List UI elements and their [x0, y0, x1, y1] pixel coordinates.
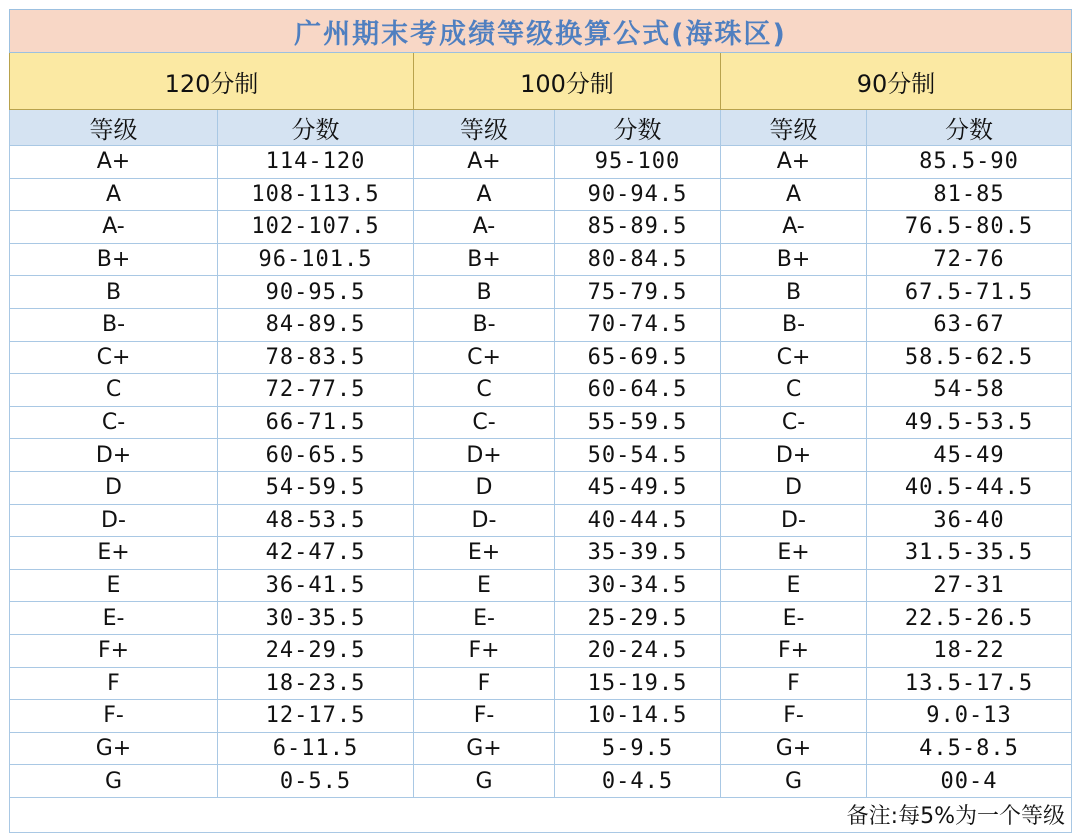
table-row [10, 341, 1072, 374]
score-90-cell: 13.5-17.5 [867, 667, 1072, 700]
note-row [10, 797, 1072, 832]
grade-cell: F [414, 667, 555, 700]
table-row [10, 700, 1072, 733]
score-120-cell: 108-113.5 [218, 178, 414, 211]
score-100-cell: 50-54.5 [555, 439, 721, 472]
score-120-cell: 66-71.5 [218, 406, 414, 439]
grade-cell: A+ [414, 146, 555, 179]
system-header-90: 90分制 [721, 53, 1072, 110]
grade-cell: F [721, 667, 867, 700]
grade-cell: C- [414, 406, 555, 439]
score-90-cell: 9.0-13 [867, 700, 1072, 733]
grade-cell: F- [414, 700, 555, 733]
column-header-score: 分数 [867, 110, 1072, 146]
table-row [10, 276, 1072, 309]
table-row [10, 471, 1072, 504]
grade-cell: A- [414, 211, 555, 244]
grade-cell: E+ [10, 537, 218, 570]
score-100-cell: 70-74.5 [555, 308, 721, 341]
grade-cell: D- [414, 504, 555, 537]
table-row [10, 374, 1072, 407]
score-120-cell: 0-5.5 [218, 765, 414, 798]
score-120-cell: 96-101.5 [218, 243, 414, 276]
score-90-cell: 27-31 [867, 569, 1072, 602]
score-120-cell: 84-89.5 [218, 308, 414, 341]
system-header-100: 100分制 [414, 53, 721, 110]
grade-cell: F+ [414, 634, 555, 667]
grade-cell: E- [721, 602, 867, 635]
table-row [10, 732, 1072, 765]
grade-cell: C- [10, 406, 218, 439]
score-120-cell: 12-17.5 [218, 700, 414, 733]
table-row [10, 211, 1072, 244]
grade-cell: F+ [10, 634, 218, 667]
score-90-cell: 4.5-8.5 [867, 732, 1072, 765]
table-row [10, 146, 1072, 179]
grade-cell: D+ [10, 439, 218, 472]
score-100-cell: 80-84.5 [555, 243, 721, 276]
table-row [10, 537, 1072, 570]
page-title: 广州期末考成绩等级换算公式(海珠区) [10, 10, 1072, 53]
table-row [10, 667, 1072, 700]
grade-cell: D [414, 471, 555, 504]
score-120-cell: 72-77.5 [218, 374, 414, 407]
grade-cell: D [10, 471, 218, 504]
score-120-cell: 114-120 [218, 146, 414, 179]
score-120-cell: 102-107.5 [218, 211, 414, 244]
score-100-cell: 35-39.5 [555, 537, 721, 570]
score-100-cell: 25-29.5 [555, 602, 721, 635]
score-100-cell: 85-89.5 [555, 211, 721, 244]
column-header-score: 分数 [555, 110, 721, 146]
score-100-cell: 15-19.5 [555, 667, 721, 700]
score-90-cell: 45-49 [867, 439, 1072, 472]
grade-cell: E+ [721, 537, 867, 570]
grade-cell: B- [10, 308, 218, 341]
score-90-cell: 58.5-62.5 [867, 341, 1072, 374]
score-90-cell: 72-76 [867, 243, 1072, 276]
grade-cell: A+ [721, 146, 867, 179]
grade-cell: C+ [721, 341, 867, 374]
column-header-grade: 等级 [721, 110, 867, 146]
grade-cell: C+ [414, 341, 555, 374]
table-row [10, 243, 1072, 276]
score-120-cell: 24-29.5 [218, 634, 414, 667]
grade-cell: E [10, 569, 218, 602]
grade-cell: G [10, 765, 218, 798]
table-row [10, 406, 1072, 439]
grade-cell: E [721, 569, 867, 602]
grade-cell: E- [10, 602, 218, 635]
grade-cell: F+ [721, 634, 867, 667]
grade-cell: G [414, 765, 555, 798]
table-row [10, 504, 1072, 537]
system-header-120: 120分制 [10, 53, 414, 110]
grade-cell: A+ [10, 146, 218, 179]
score-120-cell: 30-35.5 [218, 602, 414, 635]
score-100-cell: 5-9.5 [555, 732, 721, 765]
score-90-cell: 85.5-90 [867, 146, 1072, 179]
score-100-cell: 0-4.5 [555, 765, 721, 798]
grade-cell: A [721, 178, 867, 211]
grade-cell: A- [721, 211, 867, 244]
grade-cell: G+ [10, 732, 218, 765]
score-100-cell: 40-44.5 [555, 504, 721, 537]
table-row [10, 569, 1072, 602]
table-row [10, 178, 1072, 211]
score-120-cell: 48-53.5 [218, 504, 414, 537]
grade-cell: B [721, 276, 867, 309]
table-row [10, 439, 1072, 472]
score-120-cell: 42-47.5 [218, 537, 414, 570]
grade-cell: G+ [414, 732, 555, 765]
grade-cell: F [10, 667, 218, 700]
score-100-cell: 60-64.5 [555, 374, 721, 407]
grade-cell: B [414, 276, 555, 309]
score-100-cell: 10-14.5 [555, 700, 721, 733]
grade-cell: B- [721, 308, 867, 341]
column-header-grade: 等级 [10, 110, 218, 146]
table-row [10, 602, 1072, 635]
grade-cell: E- [414, 602, 555, 635]
table-row [10, 308, 1072, 341]
grade-cell: G [721, 765, 867, 798]
score-100-cell: 55-59.5 [555, 406, 721, 439]
score-90-cell: 63-67 [867, 308, 1072, 341]
score-100-cell: 45-49.5 [555, 471, 721, 504]
column-header-grade: 等级 [414, 110, 555, 146]
score-90-cell: 40.5-44.5 [867, 471, 1072, 504]
score-90-cell: 36-40 [867, 504, 1072, 537]
score-90-cell: 67.5-71.5 [867, 276, 1072, 309]
grade-cell: C- [721, 406, 867, 439]
grade-cell: D- [10, 504, 218, 537]
grade-conversion-table [9, 9, 1072, 833]
grade-cell: B+ [721, 243, 867, 276]
grade-cell: A [10, 178, 218, 211]
grade-cell: B+ [414, 243, 555, 276]
score-100-cell: 20-24.5 [555, 634, 721, 667]
score-120-cell: 78-83.5 [218, 341, 414, 374]
grade-cell: B [10, 276, 218, 309]
score-90-cell: 31.5-35.5 [867, 537, 1072, 570]
score-90-cell: 54-58 [867, 374, 1072, 407]
grade-cell: D+ [721, 439, 867, 472]
score-100-cell: 30-34.5 [555, 569, 721, 602]
grade-cell: D+ [414, 439, 555, 472]
footnote: 备注:每5%为一个等级 [10, 797, 1072, 832]
table-row [10, 765, 1072, 798]
grade-cell: D [721, 471, 867, 504]
score-100-cell: 95-100 [555, 146, 721, 179]
score-90-cell: 22.5-26.5 [867, 602, 1072, 635]
score-120-cell: 6-11.5 [218, 732, 414, 765]
score-120-cell: 36-41.5 [218, 569, 414, 602]
grade-cell: A [414, 178, 555, 211]
score-90-cell: 00-4 [867, 765, 1072, 798]
score-120-cell: 54-59.5 [218, 471, 414, 504]
score-90-cell: 76.5-80.5 [867, 211, 1072, 244]
score-120-cell: 60-65.5 [218, 439, 414, 472]
score-100-cell: 75-79.5 [555, 276, 721, 309]
grade-cell: C+ [10, 341, 218, 374]
grade-cell: E [414, 569, 555, 602]
score-90-cell: 49.5-53.5 [867, 406, 1072, 439]
score-90-cell: 81-85 [867, 178, 1072, 211]
grade-cell: F- [10, 700, 218, 733]
grade-cell: E+ [414, 537, 555, 570]
score-90-cell: 18-22 [867, 634, 1072, 667]
grade-cell: G+ [721, 732, 867, 765]
score-120-cell: 18-23.5 [218, 667, 414, 700]
score-120-cell: 90-95.5 [218, 276, 414, 309]
grade-cell: C [721, 374, 867, 407]
grade-cell: C [10, 374, 218, 407]
grade-cell: B+ [10, 243, 218, 276]
grade-cell: A- [10, 211, 218, 244]
grade-cell: B- [414, 308, 555, 341]
grade-cell: D- [721, 504, 867, 537]
grade-cell: F- [721, 700, 867, 733]
grade-cell: C [414, 374, 555, 407]
score-100-cell: 65-69.5 [555, 341, 721, 374]
column-header-score: 分数 [218, 110, 414, 146]
table-row [10, 634, 1072, 667]
score-100-cell: 90-94.5 [555, 178, 721, 211]
